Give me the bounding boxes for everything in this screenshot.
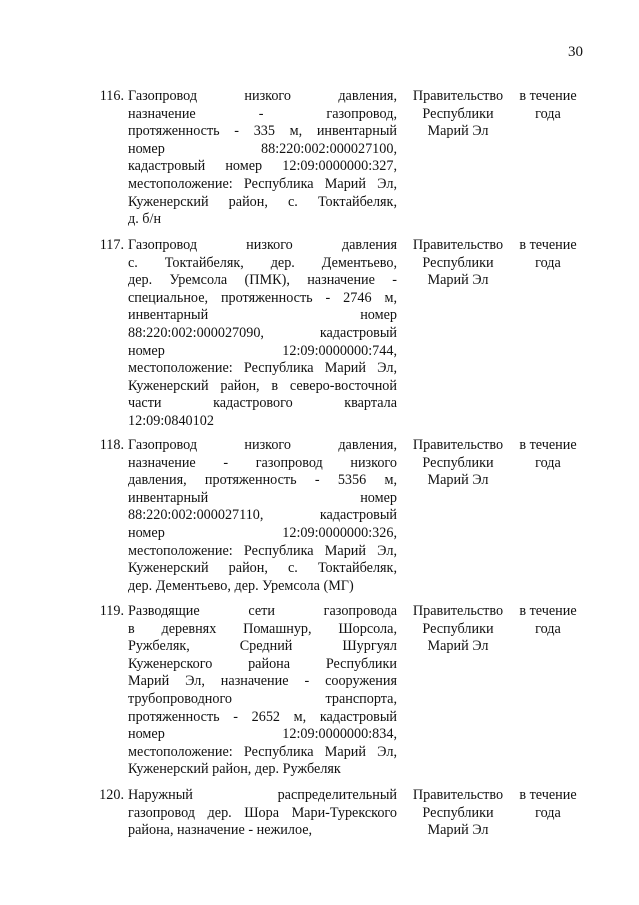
- description-line: 88:220:002:000027110, кадастровый: [128, 507, 397, 524]
- description-line: номер 12:09:0000000:744,: [128, 342, 397, 359]
- entry-term: [515, 437, 581, 472]
- authority-line: Республики: [422, 804, 494, 821]
- description-line: Разводящие сети газопровода: [128, 603, 397, 619]
- authority-line: Республики: [422, 454, 494, 471]
- description-line: 88:220:002:000027090, кадастровый: [128, 324, 397, 341]
- entry-number: 118.: [99, 437, 124, 453]
- entry-authority: [410, 787, 506, 840]
- description-line: инвентарный номер: [128, 307, 397, 324]
- authority-line: Марий Эл: [427, 472, 489, 489]
- entry-term: [515, 787, 581, 822]
- description-line: части кадастрового квартала: [128, 395, 397, 412]
- entry-description: [128, 237, 397, 431]
- description-line: номер 12:09:0000000:834,: [128, 726, 397, 743]
- description-line: Куженерский район, в северо-восточной: [128, 377, 397, 394]
- description-line: района, назначение - нежилое,: [128, 822, 313, 839]
- description-line: Куженерского района Республики: [128, 655, 397, 672]
- page-number: 30: [568, 44, 583, 60]
- description-line: Марий Эл, назначение - сооружения: [128, 673, 397, 690]
- authority-line: Марий Эл: [427, 638, 489, 655]
- description-line: Куженерский район, с. Токтайбеляк,: [128, 560, 397, 577]
- authority-line: Правительство: [412, 237, 504, 253]
- entry-description: [128, 437, 397, 595]
- description-line: трубопроводного транспорта,: [128, 690, 397, 707]
- description-line: местоположение: Республика Марий Эл,: [128, 542, 397, 559]
- description-line: давления, протяженность - 5356 м,: [128, 472, 397, 489]
- authority-line: Марий Эл: [427, 123, 489, 140]
- term-line: года: [535, 804, 561, 821]
- description-line: Газопровод низкого давления: [128, 237, 397, 253]
- entry-number: 120.: [99, 787, 124, 803]
- entry-term: [515, 88, 581, 123]
- term-line: в течение: [519, 787, 577, 803]
- description-line: протяженность - 335 м, инвентарный: [128, 123, 397, 140]
- term-line: в течение: [519, 437, 577, 453]
- description-line: 12:09:0840102: [128, 412, 214, 429]
- entry-number: 117.: [99, 237, 124, 253]
- description-line: дер. Дементьево, дер. Уремсола (МГ): [128, 577, 354, 594]
- authority-line: Правительство: [412, 437, 504, 453]
- authority-line: Правительство: [412, 88, 504, 104]
- description-line: Газопровод низкого давления,: [128, 88, 397, 104]
- term-line: года: [535, 620, 561, 637]
- term-line: года: [535, 105, 561, 122]
- term-line: года: [535, 254, 561, 271]
- authority-line: Республики: [422, 254, 494, 271]
- description-line: назначение - газопровод низкого: [128, 454, 397, 471]
- term-line: в течение: [519, 237, 577, 253]
- entry-authority: [410, 88, 506, 141]
- description-line: дер. Уремсола (ПМК), назначение -: [128, 272, 397, 289]
- description-line: местоположение: Республика Марий Эл,: [128, 175, 397, 192]
- entry-term: [515, 603, 581, 638]
- description-line: Ружбеляк, Средний Шургуял: [128, 638, 397, 655]
- description-line: местоположение: Республика Марий Эл,: [128, 360, 397, 377]
- description-line: протяженность - 2652 м, кадастровый: [128, 708, 397, 725]
- description-line: местоположение: Республика Марий Эл,: [128, 743, 397, 760]
- description-line: номер 12:09:0000000:326,: [128, 524, 397, 541]
- description-line: с. Токтайбеляк, дер. Дементьево,: [128, 254, 397, 271]
- description-line: кадастровый номер 12:09:0000000:327,: [128, 158, 397, 175]
- description-line: специальное, протяженность - 2746 м,: [128, 289, 397, 306]
- authority-line: Правительство: [412, 603, 504, 619]
- term-line: в течение: [519, 603, 577, 619]
- term-line: в течение: [519, 88, 577, 104]
- description-line: Куженерский район, дер. Ружбеляк: [128, 761, 341, 778]
- authority-line: Марий Эл: [427, 272, 489, 289]
- entry-authority: [410, 603, 506, 656]
- entry-description: [128, 88, 397, 229]
- entry-number: 116.: [99, 88, 124, 104]
- description-line: в деревнях Помашнур, Шорсола,: [128, 620, 397, 637]
- entry-description: [128, 603, 397, 779]
- description-line: номер 88:220:002:000027100,: [128, 140, 397, 157]
- authority-line: Республики: [422, 620, 494, 637]
- entry-number: 119.: [99, 603, 124, 619]
- entry-authority: [410, 437, 506, 490]
- entry-term: [515, 237, 581, 272]
- authority-line: Республики: [422, 105, 494, 122]
- description-line: инвентарный номер: [128, 489, 397, 506]
- description-line: д. б/н: [128, 211, 162, 228]
- entry-authority: [410, 237, 506, 290]
- entry-description: [128, 787, 397, 840]
- description-line: газопровод дер. Шора Мари-Турекского: [128, 804, 397, 821]
- description-line: Куженерский район, с. Токтайбеляк,: [128, 193, 397, 210]
- authority-line: Правительство: [412, 787, 504, 803]
- description-line: Наружный распределительный: [128, 787, 397, 803]
- description-line: назначение - газопровод,: [128, 105, 397, 122]
- description-line: Газопровод низкого давления,: [128, 437, 397, 453]
- authority-line: Марий Эл: [427, 822, 489, 839]
- term-line: года: [535, 454, 561, 471]
